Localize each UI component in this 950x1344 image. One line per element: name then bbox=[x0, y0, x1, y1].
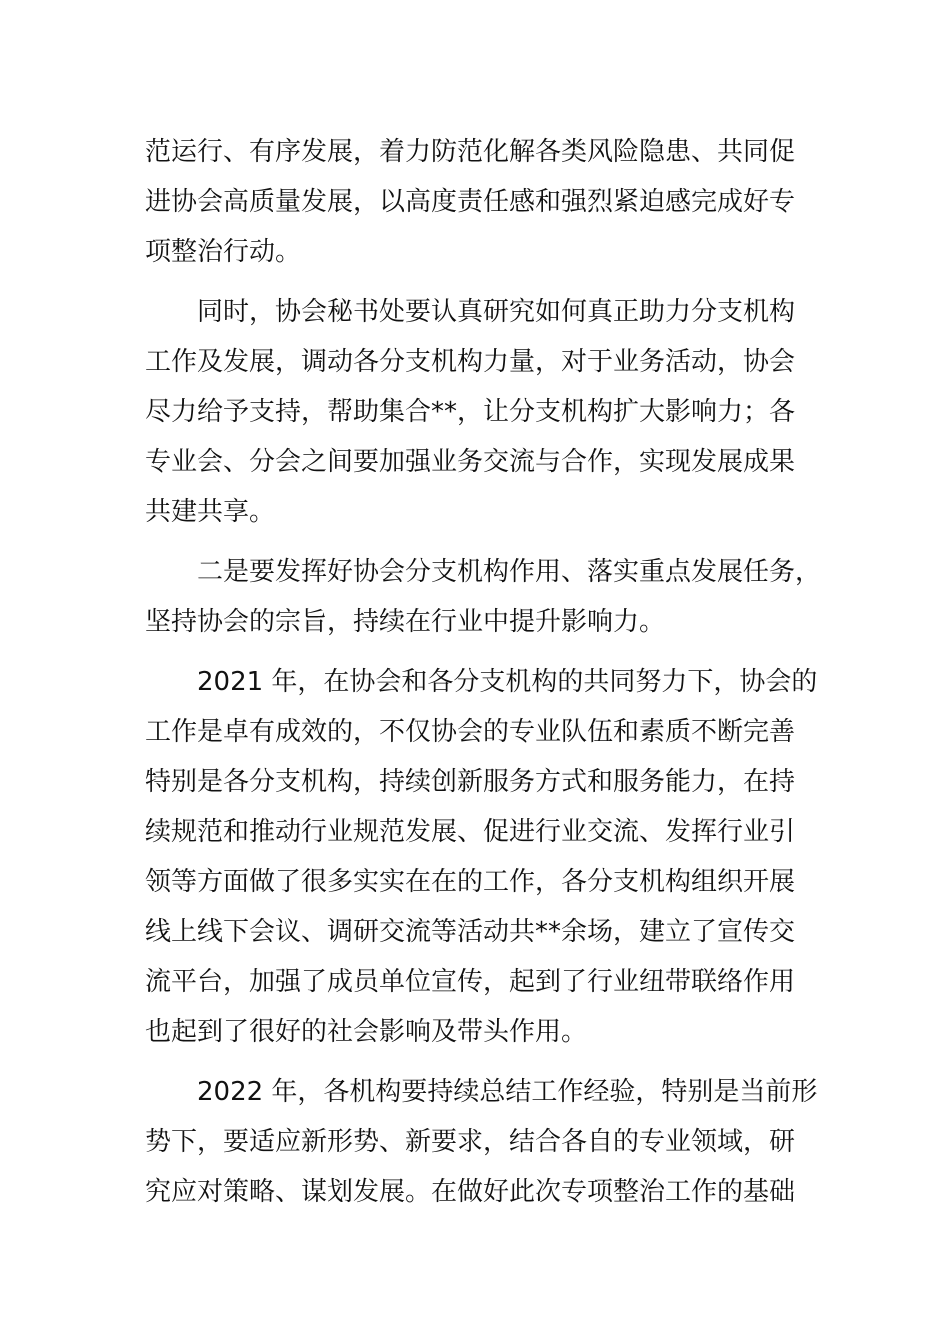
document-body bbox=[145, 127, 825, 1217]
paragraph-line: 工作及发展，调动各分支机构力量，对于业务活动，协会 bbox=[145, 347, 796, 377]
paragraph-line: 项整治行动。 bbox=[145, 237, 302, 267]
paragraph-line: 2022 年，各机构要持续总结工作经验，特别是当前形 bbox=[197, 1077, 818, 1107]
paragraph-line: 势下，要适应新形势、新要求，结合各自的专业领域，研 bbox=[145, 1127, 796, 1157]
paragraph-gap bbox=[145, 277, 825, 287]
paragraph-line: 共建共享。 bbox=[145, 497, 276, 527]
paragraph-line: 进协会高质量发展，以高度责任感和强烈紧迫感完成好专 bbox=[145, 187, 796, 217]
paragraph-line: 2021 年，在协会和各分支机构的共同努力下，协会的 bbox=[197, 667, 818, 697]
paragraph-line: 续规范和推动行业规范发展、促进行业交流、发挥行业引 bbox=[145, 817, 796, 847]
paragraph-line: 尽力给予支持，帮助集合**，让分支机构扩大影响力；各 bbox=[145, 397, 796, 427]
paragraph-line: 线上线下会议、调研交流等活动共**余场，建立了宣传交 bbox=[145, 917, 796, 947]
paragraph-gap bbox=[145, 647, 825, 657]
paragraph-line: 领等方面做了很多实实在在的工作，各分支机构组织开展 bbox=[145, 867, 796, 897]
paragraph-line: 究应对策略、谋划发展。在做好此次专项整治工作的基础 bbox=[145, 1177, 796, 1207]
paragraph-1 bbox=[145, 127, 825, 277]
paragraph-gap bbox=[145, 537, 825, 547]
paragraph-line: 同时，协会秘书处要认真研究如何真正助力分支机构 bbox=[197, 297, 796, 327]
paragraph-line: 坚持协会的宗旨，持续在行业中提升影响力。 bbox=[145, 607, 666, 637]
paragraph-line: 特别是各分支机构，持续创新服务方式和服务能力，在持 bbox=[145, 767, 796, 797]
paragraph-line: 流平台，加强了成员单位宣传，起到了行业纽带联络作用 bbox=[145, 967, 796, 997]
paragraph-line: 范运行、有序发展，着力防范化解各类风险隐患、共同促 bbox=[145, 137, 796, 167]
paragraph-line: 也起到了很好的社会影响及带头作用。 bbox=[145, 1017, 588, 1047]
paragraph-line: 专业会、分会之间要加强业务交流与合作，实现发展成果 bbox=[145, 447, 796, 477]
paragraph-line: 工作是卓有成效的，不仅协会的专业队伍和素质不断完善 bbox=[145, 717, 796, 747]
paragraph-2 bbox=[145, 287, 825, 537]
paragraph-5 bbox=[145, 1067, 825, 1217]
paragraph-gap bbox=[145, 1057, 825, 1067]
paragraph-line: 二是要发挥好协会分支机构作用、落实重点发展任务， bbox=[197, 557, 822, 587]
paragraph-4 bbox=[145, 657, 825, 1057]
paragraph-3 bbox=[145, 547, 825, 647]
